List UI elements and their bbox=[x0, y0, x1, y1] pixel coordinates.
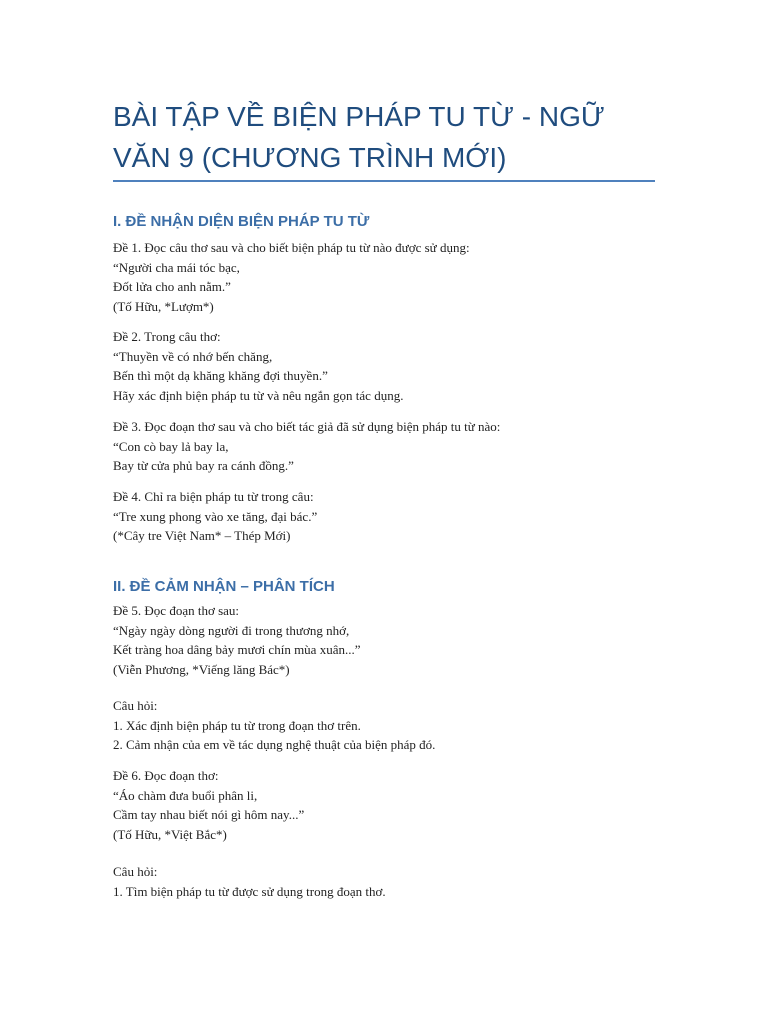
title-underline bbox=[113, 180, 655, 182]
question-item: 1. Xác định biện pháp tu từ trong đoạn thơ trên. bbox=[113, 717, 361, 733]
exercise-3 bbox=[113, 417, 673, 476]
exercise-5 bbox=[113, 601, 673, 679]
question-item: 2. Cảm nhận của em về tác dụng nghệ thuật của biện pháp đó. bbox=[113, 737, 436, 752]
exercise-3-verse-line-2: Bay từ cửa phủ bay ra cánh đồng.” bbox=[113, 458, 294, 473]
exercise-6-verse-line-1: “Áo chàm đưa buổi phân li, bbox=[113, 787, 258, 803]
section-heading-identification: I. ĐỀ NHẬN DIỆN BIỆN PHÁP TU TỪ bbox=[113, 213, 370, 230]
exercise-2-verse-line-1: “Thuyền về có nhớ bến chăng, bbox=[113, 348, 273, 364]
exercise-4-prompt: Đề 4. Chỉ ra biện pháp tu từ trong câu: bbox=[113, 489, 314, 504]
exercise-4-source: (*Cây tre Việt Nam* – Thép Mới) bbox=[113, 528, 291, 543]
exercise-6 bbox=[113, 766, 673, 844]
exercise-2-task: Hãy xác định biện pháp tu từ và nêu ngắn gọn tác dụng. bbox=[113, 387, 404, 403]
exercise-6-prompt: Đề 6. Đọc đoạn thơ: bbox=[113, 768, 219, 783]
exercise-1-verse-line-2: Đốt lửa cho anh nằm.” bbox=[113, 279, 231, 294]
exercise-2-verse-line-2: Bến thì một dạ khăng khăng đợi thuyền.” bbox=[113, 368, 328, 383]
exercise-4-quote: “Tre xung phong vào xe tăng, đại bác.” bbox=[113, 508, 318, 524]
exercise-1-verse-line-1: “Người cha mái tóc bạc, bbox=[113, 259, 240, 275]
exercise-5-source: (Viễn Phương, *Viếng lăng Bác*) bbox=[113, 661, 290, 677]
exercise-3-prompt: Đề 3. Đọc đoạn thơ sau và cho biết tác giả đã sử dụng biện pháp tu từ nào: bbox=[113, 419, 501, 434]
exercise-1-prompt: Đề 1. Đọc câu thơ sau và cho biết biện pháp tu từ nào được sử dụng: bbox=[113, 240, 470, 255]
question-item: 1. Tìm biện pháp tu từ được sử dụng trong đoạn thơ. bbox=[113, 883, 386, 899]
exercise-2 bbox=[113, 327, 673, 405]
questions-label: Câu hỏi: bbox=[113, 864, 158, 879]
exercise-6-questions bbox=[113, 862, 673, 901]
document-title: BÀI TẬP VỀ BIỆN PHÁP TU TỪ - NGỮ VĂN 9 (CHƯƠNG TRÌNH MỚI) bbox=[113, 101, 605, 173]
exercise-2-prompt: Đề 2. Trong câu thơ: bbox=[113, 329, 221, 344]
exercise-5-prompt: Đề 5. Đọc đoạn thơ sau: bbox=[113, 603, 240, 618]
exercise-3-verse-line-1: “Con cò bay lả bay la, bbox=[113, 438, 229, 454]
exercise-6-source: (Tố Hữu, *Việt Bắc*) bbox=[113, 826, 227, 842]
questions-label: Câu hỏi: bbox=[113, 698, 158, 713]
exercise-6-verse-line-2: Cầm tay nhau biết nói gì hôm nay...” bbox=[113, 807, 305, 822]
exercise-1-source: (Tố Hữu, *Lượm*) bbox=[113, 298, 214, 314]
exercise-5-questions bbox=[113, 696, 673, 755]
exercise-5-verse-line-2: Kết tràng hoa dâng bảy mươi chín mùa xuân...” bbox=[113, 642, 361, 657]
exercise-5-verse-line-1: “Ngày ngày dòng người đi trong thương nhớ, bbox=[113, 622, 350, 638]
section-heading-analysis: II. ĐỀ CẢM NHẬN – PHÂN TÍCH bbox=[113, 578, 335, 595]
exercise-4 bbox=[113, 487, 673, 546]
exercise-1 bbox=[113, 238, 673, 316]
